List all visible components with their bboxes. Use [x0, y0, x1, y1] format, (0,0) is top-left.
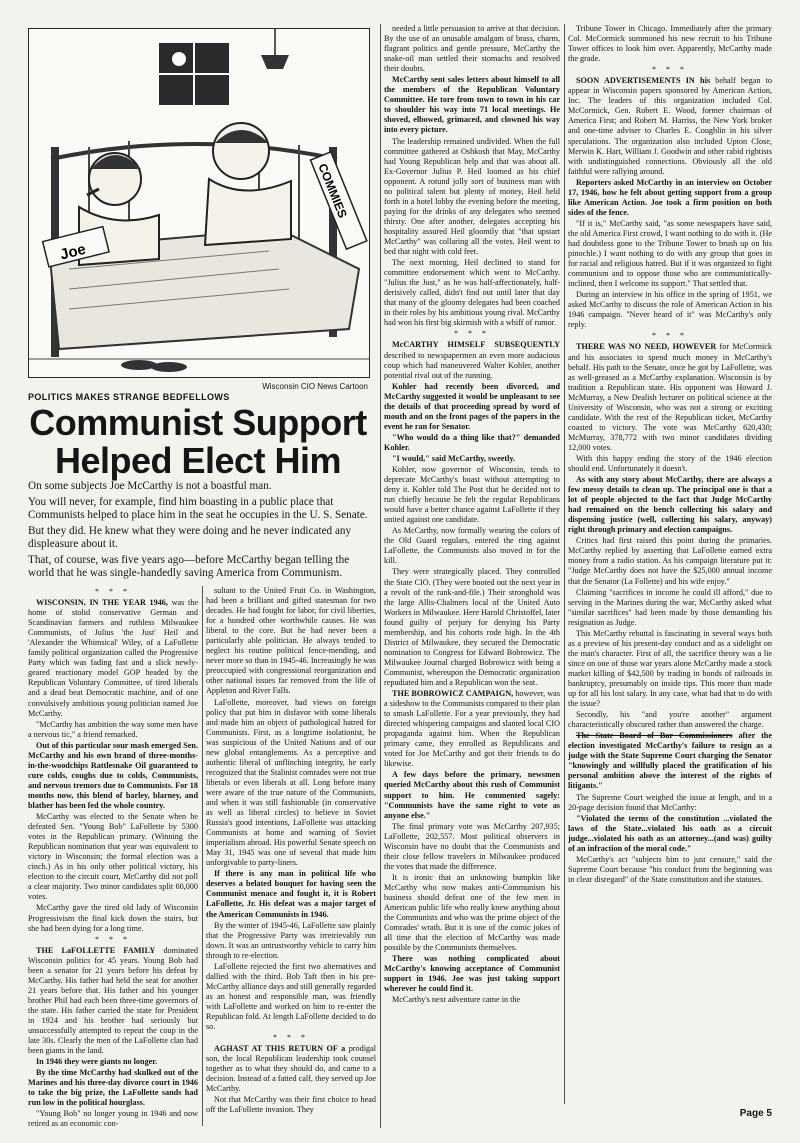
paragraph: THERE WAS NO NEED, HOWEVER for McCormick and his associates to spend much money in McCarthy's behalf. His path to the Senate, once he got by LaFollette, was as well-greased as a McCarthy explanation. Wisconsin is by tradition a Republican state. His opponent was Howard J. McMurray, a New Dealish lecturer on political science at the University of Wisconsin, who was not a strong or exciting candidate. With the rest of the Republican ticket, McCarthy coasted to victory. The vote was McCarthy 620,430; McMurray, 378,772 with two minor candidates dividing 12,000 votes.	[568, 342, 772, 452]
paragraph: The leadership remained undivided. When the full committee gathered at Oshkosh that May, McCarthy had Young Republican help and that was about all. Ex-Governor Julius P. Heil loomed as his chief opponent. A rotund jolly sort of business man with no political talent but plenty of money, Heil held forth in a hotel lobby the evening before the meeting, paying for the drinks of any delegates who seemed thirsty. One after another, delegates accepting his hospitality assured Heil gloomily that "that upstart McCarthy" was collaring all the votes. Heil went to bed that night with cold feet.	[384, 136, 560, 257]
section-divider: * * *	[454, 329, 490, 339]
article-column-2	[206, 586, 376, 1128]
paragraph: Out of this particular sour mash emerged Sen. McCarthy and his own brand of three-months-in-the-woodchips Rattlesnake Oil guaranteed to cure colds, coughs due to colds, Communists, and nervous tremors due to Communists. For 18 months now, this blend of barley, blarney, and blather has been fed the whole country.	[28, 740, 198, 810]
paragraph: This McCarthy rebuttal is fascinating in several ways both as a preview of his present-day conduct and as a sidelight on the man's character. First of all, the sacrifice theory was a lie since on one of those war years alone McCarthy made a stock market killing of $42,500 by trading in bonds of railroads in bankruptcy, presumably on inside tips. This more than made up for all his lost salary. In any case, what had that to do with the issue?	[568, 628, 772, 709]
paragraph: If there is any man in political life who deserves a belated bouquet for having seen the Communist menace and fought it, it is Robert LaFollette, Jr. His defeat was a major target of the American Communists in 1946.	[206, 869, 376, 919]
paragraph: Kohler, now governor of Wisconsin, tends to deprecate McCarthy's boast without attempting to deny it. Kohler told The Post that he decided not to run chiefly because he felt the regular Republicans would have a better chance against LaFollette if they united against one candidate.	[384, 465, 560, 525]
cartoon-credit: Wisconsin CIO News Cartoon	[262, 382, 368, 391]
paragraph: Reporters asked McCarthy in an interview on October 17, 1946, how he felt about getting support from a group like American Action. Joe took a firm position on both sides of the fence.	[568, 177, 772, 217]
section-divider: * * *	[652, 65, 688, 75]
paragraph: AGHAST AT THIS RETURN OF a prodigal son, the local Republican leadership took counsel together as to what they should do, and came to a decision. Instead of a fatted calf, they served up Joe McCarthy.	[206, 1044, 376, 1094]
intro-paragraph: But they did. He knew what they were doing and he never indicated any displeasure about it.	[28, 525, 352, 550]
headline-line-1: Communist Support	[29, 402, 367, 443]
page-number: Page 5	[739, 1108, 772, 1119]
paragraph: McCARTHY HIMSELF SUBSEQUENTLY described to newspapermen an even more audacious coup which had maneuvered Walter Kohler, another potential rival out of the running.	[384, 340, 560, 380]
paragraph: As McCarthy, now formally wearing the colors of the Old Guard regulars, entered the ring against LaFollette, the Communists also moved in for the kill.	[384, 526, 560, 566]
paragraph: By the winter of 1945-46, LaFollette saw plainly that the Progressive Party was irretrievably run down. It was an untrustworthy vehicle to carry him through to re-election.	[206, 920, 376, 960]
paragraph: They were strategically placed. They controlled the State CIO. (They were booted out the next year in a revolt of the rank-and-file.) Their stronghold was the large Allis-Chalmers local of the United Auto Workers in Milwaukee. Here Harold Christoffel, later found guilty of perjury for denying his Party membership, and his cohorts rode high. In the 4th District of Milwaukee, they secured the Democratic nomination to Congress for Edward Bobrowicz. The Milwaukee Journal charged Bobrowicz with being a Communist, whereupon the Democratic organization repudiated him and a Republican won the seat.	[384, 567, 560, 687]
paragraph: McCarthy's next adventure came in the	[392, 995, 521, 1005]
paragraph: McCarthy was elected to the Senate when he defeated Sen. "Young Bob" LaFollette by 5300 votes in the Republican primary. (Winning the Republican nomination that year was equivalent to victory in Wisconsin; the formal election was a cinch.) As in his only other political victory, his election to the circuit court, McCarthy did not poll a clear majority. Two minor candidates split 60,000 votes.	[28, 812, 198, 902]
section-lead: THERE WAS NO NEED, HOWEVER	[576, 342, 717, 352]
paragraph: LaFollette rejected the first two alternatives and dallied with the third. Bob Taft then in his pre-McCarthy alliance days and still generally regarded as an honest and responsible man, was friendly with LaFollette and worked on him to re-enter the Republican fold. At length LaFollette decided to do so.	[206, 961, 376, 1032]
commies-label: COMMIES	[315, 161, 350, 220]
paragraph: As with any story about McCarthy, there are always a few messy details to clean up. The principal one is that a lot of people objected to the fact that Judge McCarthy had remained on the bench collecting his salary and dispensing justice (well, collecting his salary, anyway) right through primary and election campaigns.	[568, 475, 772, 535]
section-lead: McCARTHY HIMSELF SUBSEQUENTLY	[392, 340, 560, 350]
political-cartoon	[28, 28, 370, 378]
paragraph: sultant to the United Fruit Co. in Washington, had been a brilliant and gifted statesman for two decades. He had fought for labor, for civil liberties, for a hundred other worthwhile causes. He was liberal to the core. But he had never been a particularly able politician. He always tended to neglect his routine political fence-mending, and never more so than in 1945-46. Increasingly he was preoccupied with congressional reorganization and other national issues far removed from the life of Appleton and River Falls.	[206, 586, 376, 696]
joe-label: Joe	[58, 240, 88, 264]
paragraph: "I would," said McCarthy, sweetly.	[392, 453, 516, 463]
paragraph: Claiming "sacrifices in income he could ill afford," due to serving in the Marines during the war, McCarthy asked what "similar sacrifices" had been made by those demanding his resignation as Judge.	[568, 587, 772, 627]
paragraph: "Who would do a thing like that?" demanded Kohler.	[384, 432, 560, 452]
column-rule	[202, 586, 203, 1126]
paragraph: Critics had first raised this point during the primaries. McCarthy replied by asserting that LaFollette earned extra money from a radio station. As his campaign literature put it: "Judge McCarthy does not have the $25,000 annual income that the Senator (La Follette) and his wife enjoy."	[568, 536, 772, 586]
paragraph: The State Board of Bar Commissioners after the election investigated McCarthy's failure to resign as a judge with the State Supreme Court charging the Senator "knowingly and willfully placed the gratification of his personal ambition above the interest of the rights of litigants."	[568, 731, 772, 791]
section-lead: AGHAST AT THIS RETURN OF a	[214, 1044, 346, 1054]
paragraph: needed a little persuasion to arrive at that decision. By the use of an unusable amalgam of brass, charm, flagrant politics and gentle pressure, McCarthy the snake-oil man settled their stomachs and resolved their doubts.	[384, 24, 560, 74]
paragraph: "Young Bob" no longer young in 1946 and now retired as an economic con-	[28, 1109, 198, 1128]
column-rule	[564, 24, 565, 1104]
section-lead: THE LaFOLLETTE FAMILY	[36, 945, 156, 955]
paragraph: A few days before the primary, newsmen queried McCarthy about this rush of Communist support to him. He commented sagely: "Communists have the same right to vote as anyone else."	[384, 770, 560, 820]
article-column-3	[384, 24, 560, 1128]
paragraph: "McCarthy has ambition the way some men have a nervous tic," a friend remarked.	[28, 719, 198, 739]
paragraph: "If it is," McCarthy said, "as some newspapers have said, the old America First crowd, I want nothing to do with it. (He had doubtless gone to the Tribune Tower to brush up on his pinochle.) I want nothing to do with any group that goes in for racial and religious hatred. But if it was organized to fight communism and to oppose those who are communistically-inclined, then I welcome its support." That settled that.	[568, 218, 772, 289]
section-divider: * * *	[95, 934, 131, 944]
paragraph: Not that McCarthy was their first choice to head off the LaFollette invasion. They	[206, 1095, 376, 1115]
cartoon-caption: POLITICS MAKES STRANGE BEDFELLOWS	[28, 392, 230, 402]
paragraph: The next morning, Heil declined to stand for committee endorsement which went to McCarthy. "Julius the Just," as he was half-affectionately, half-derisively called, didn't find out until later that day that many of the gloomy delegates had been coached in their roles by his ambitious young rival. McCarthy had won his first big skirmish with a whiff of rumor.	[384, 258, 560, 328]
paragraph: The Supreme Court weighed the issue at length, and in a 20-page decision found that McCarthy:	[568, 792, 772, 812]
section-lead: WISCONSIN, IN THE YEAR 1946,	[36, 598, 168, 608]
column-rule	[380, 24, 381, 1128]
intro-paragraph: On some subjects Joe McCarthy is not a boastful man.	[28, 480, 272, 492]
paragraph: With this happy ending the story of the 1946 election should end. Unfortunately it doesn't.	[568, 453, 772, 474]
article-column-1	[28, 586, 198, 1128]
paragraph: Tribune Tower in Chicago. Immediately after the primary Col. McCormick summoned his new recruit to his Tribune Tower offices to look him over. Apparently, McCarthy made the grade.	[568, 24, 772, 64]
intro-block	[28, 480, 368, 583]
paragraph: McCarthy's act "subjects him to just censure," said the Supreme Court because "his conduct from the beginning was in clear disregard" of the State constitution and the statutes.	[568, 854, 772, 884]
cartoon-illustration	[29, 29, 369, 377]
paragraph: There was nothing complicated about McCarthy's knowing acceptance of Communist support in 1946. Joe was just taking support wherever he could find it.	[384, 954, 560, 994]
paragraph: The final primary vote was McCarthy 207,935; LaFollette, 202,557. Most political observers in Wisconsin have no doubt that the Communists and their close fellow travelers in Milwaukee produced the votes that made the difference.	[384, 821, 560, 871]
paragraph: THE BOBROWICZ CAMPAIGN, however, was a sideshow to the Communists compared to their plan to smash LaFollette. For a year previously, they had directed whispering campaigns and slanted local CIO propaganda against him. When the Republican primary came, they enrolled as Republicans and voted for Joe McCarthy and got their friends to do likewise.	[384, 689, 560, 769]
headline-line-2: Helped Elect Him	[54, 440, 342, 481]
struck-text: The State Board of Bar Commissioners	[576, 731, 733, 741]
paragraph: Secondly, his "and you're another" argument characteristically obscured rather than answered the charge.	[568, 710, 772, 730]
article-column-4	[568, 24, 772, 1104]
paragraph: "Violated the terms of the constitution ...violated the laws of the State...violated his oath as a circuit judge...violated his oath as an attorney...(and was) guilty of an infraction of the moral code."	[568, 813, 772, 853]
paragraph: McCarthy sent sales letters about himself to all the members of the Republican Voluntary Committee. He tore from town to town in his car to shoulder his way into 71 local meetings. He shoved, elbowed, grimaced, and clowned his way into every picture.	[384, 75, 560, 135]
section-lead: THE BOBROWICZ CAMPAIGN,	[392, 689, 514, 699]
paragraph: During an interview in his office in the spring of 1951, we asked McCarthy to discuss the role of American Action in his 1946 campaign. "Never heard of it" was McCarthy's only reply.	[568, 290, 772, 330]
paragraph: In 1946 they were giants no longer.	[36, 1057, 158, 1067]
section-lead: SOON ADVERTISEMENTS IN his	[576, 76, 711, 86]
section-divider: * * *	[95, 587, 131, 596]
intro-paragraph: You will never, for example, find him boasting in a public place that Communists helped to place him in the seat he occupies in the U. S. Senate.	[28, 496, 368, 521]
paragraph: WISCONSIN, IN THE YEAR 1946, was the home of stolid conservative German and Scandinavian farmers and ruthless Milwaukee Communists, of Julius 'the Just' Heil and 'Alexander the Whimsical' Wiley, of a LaFollette family political organization called the Progressive Party which was fading fast and a slick newly-geared reactionary model GOP headed by the Republican Voluntary Committee, of tired liberals and a dead beat Democratic machine, and of one convulsively ambitious young politician named Joe McCarthy.	[28, 598, 198, 718]
paragraph: By the time McCarthy had skulked out of the Marines and his three-day divorce court in 1946 to take the big prize, the LaFollette sands had run low in the political hourglass.	[28, 1068, 198, 1108]
section-divider: * * *	[273, 1033, 309, 1043]
paragraph: It is ironic that an unknowing bumpkin like McCarthy who now makes anti-Communism his business should defeat one of the few men in American public life who really knew anything about the Communists and who was the prime object of the Comrades' wrath. But it is one of the comic jokes of all time that the election of McCarthy was made possible by the Communists themselves.	[384, 872, 560, 953]
paragraph: THE LaFOLLETTE FAMILY dominated Wisconsin politics for 45 years. Young Bob had been a senator for 21 years before his defeat by McCarthy. His father had held the seat for another 21 years before that. His father and his younger brother Phil had each been three-time governors of the state. His father carried the state for President in 1924 and his brother had seriously but unsuccessfully attempted to repeat the coup in the late 30s. Clearly the men of the LaFollette clan had been giants in the land.	[28, 945, 198, 1056]
paragraph: LaFollette, moreover, had views on foreign policy that put him in disfavor with some liberals and made him an object of pathological hatred for Communists. First, as a longtime isolationist, he was suspicious of the United Nations and of our new global entanglements. As a perceptive and authentic liberal of unflinching integrity, he early recognized that the Stalinist comrades were not true liberals or even liberals at all. Long before many were aware of the true nature of the Communists, and when it was still fashionable (in conservative as well as liberal circles) to believe in Soviet Russia's good intentions, LaFollette was attacking Communists at home and warning of Soviet imperialism abroad. His powerful Senate speech on May 31, 1945 was one of several that made him unforgivable to party-liners.	[206, 697, 376, 868]
moon-shape	[172, 52, 186, 66]
intro-paragraph: That, of course, was five years ago—before McCarthy began telling the world that he was single-handedly saving America from Communism.	[28, 554, 350, 579]
paragraph: McCarthy gave the tired old lady of Wisconsin Progressivism the final kick down the stairs, but she had been dying for a long time.	[28, 903, 198, 933]
headline	[28, 404, 368, 480]
section-divider: * * *	[652, 331, 688, 341]
paragraph: SOON ADVERTISEMENTS IN his behalf began to appear in Wisconsin papers sponsored by American Action, Inc. The leaders of this organization included Col. McCormick, Gen. Robert E. Wood, former chairman of America First; and Robert M. Harriss, the New York broker and one-time adviser to Charles E. Coughlin in his silver speculations. The organization also included Upton Close, Merwin K. Hart, William J. Goodwin and other rabid rightists with undistinguished connections. Obviously all the old faithful were rallying around.	[568, 76, 772, 176]
paragraph: Kohler had recently been divorced, and McCarthy suggested it would be unpleasant to see the details of that proceeding spread by word of mouth and on the front pages of the papers in the event he ran for Senator.	[384, 381, 560, 431]
